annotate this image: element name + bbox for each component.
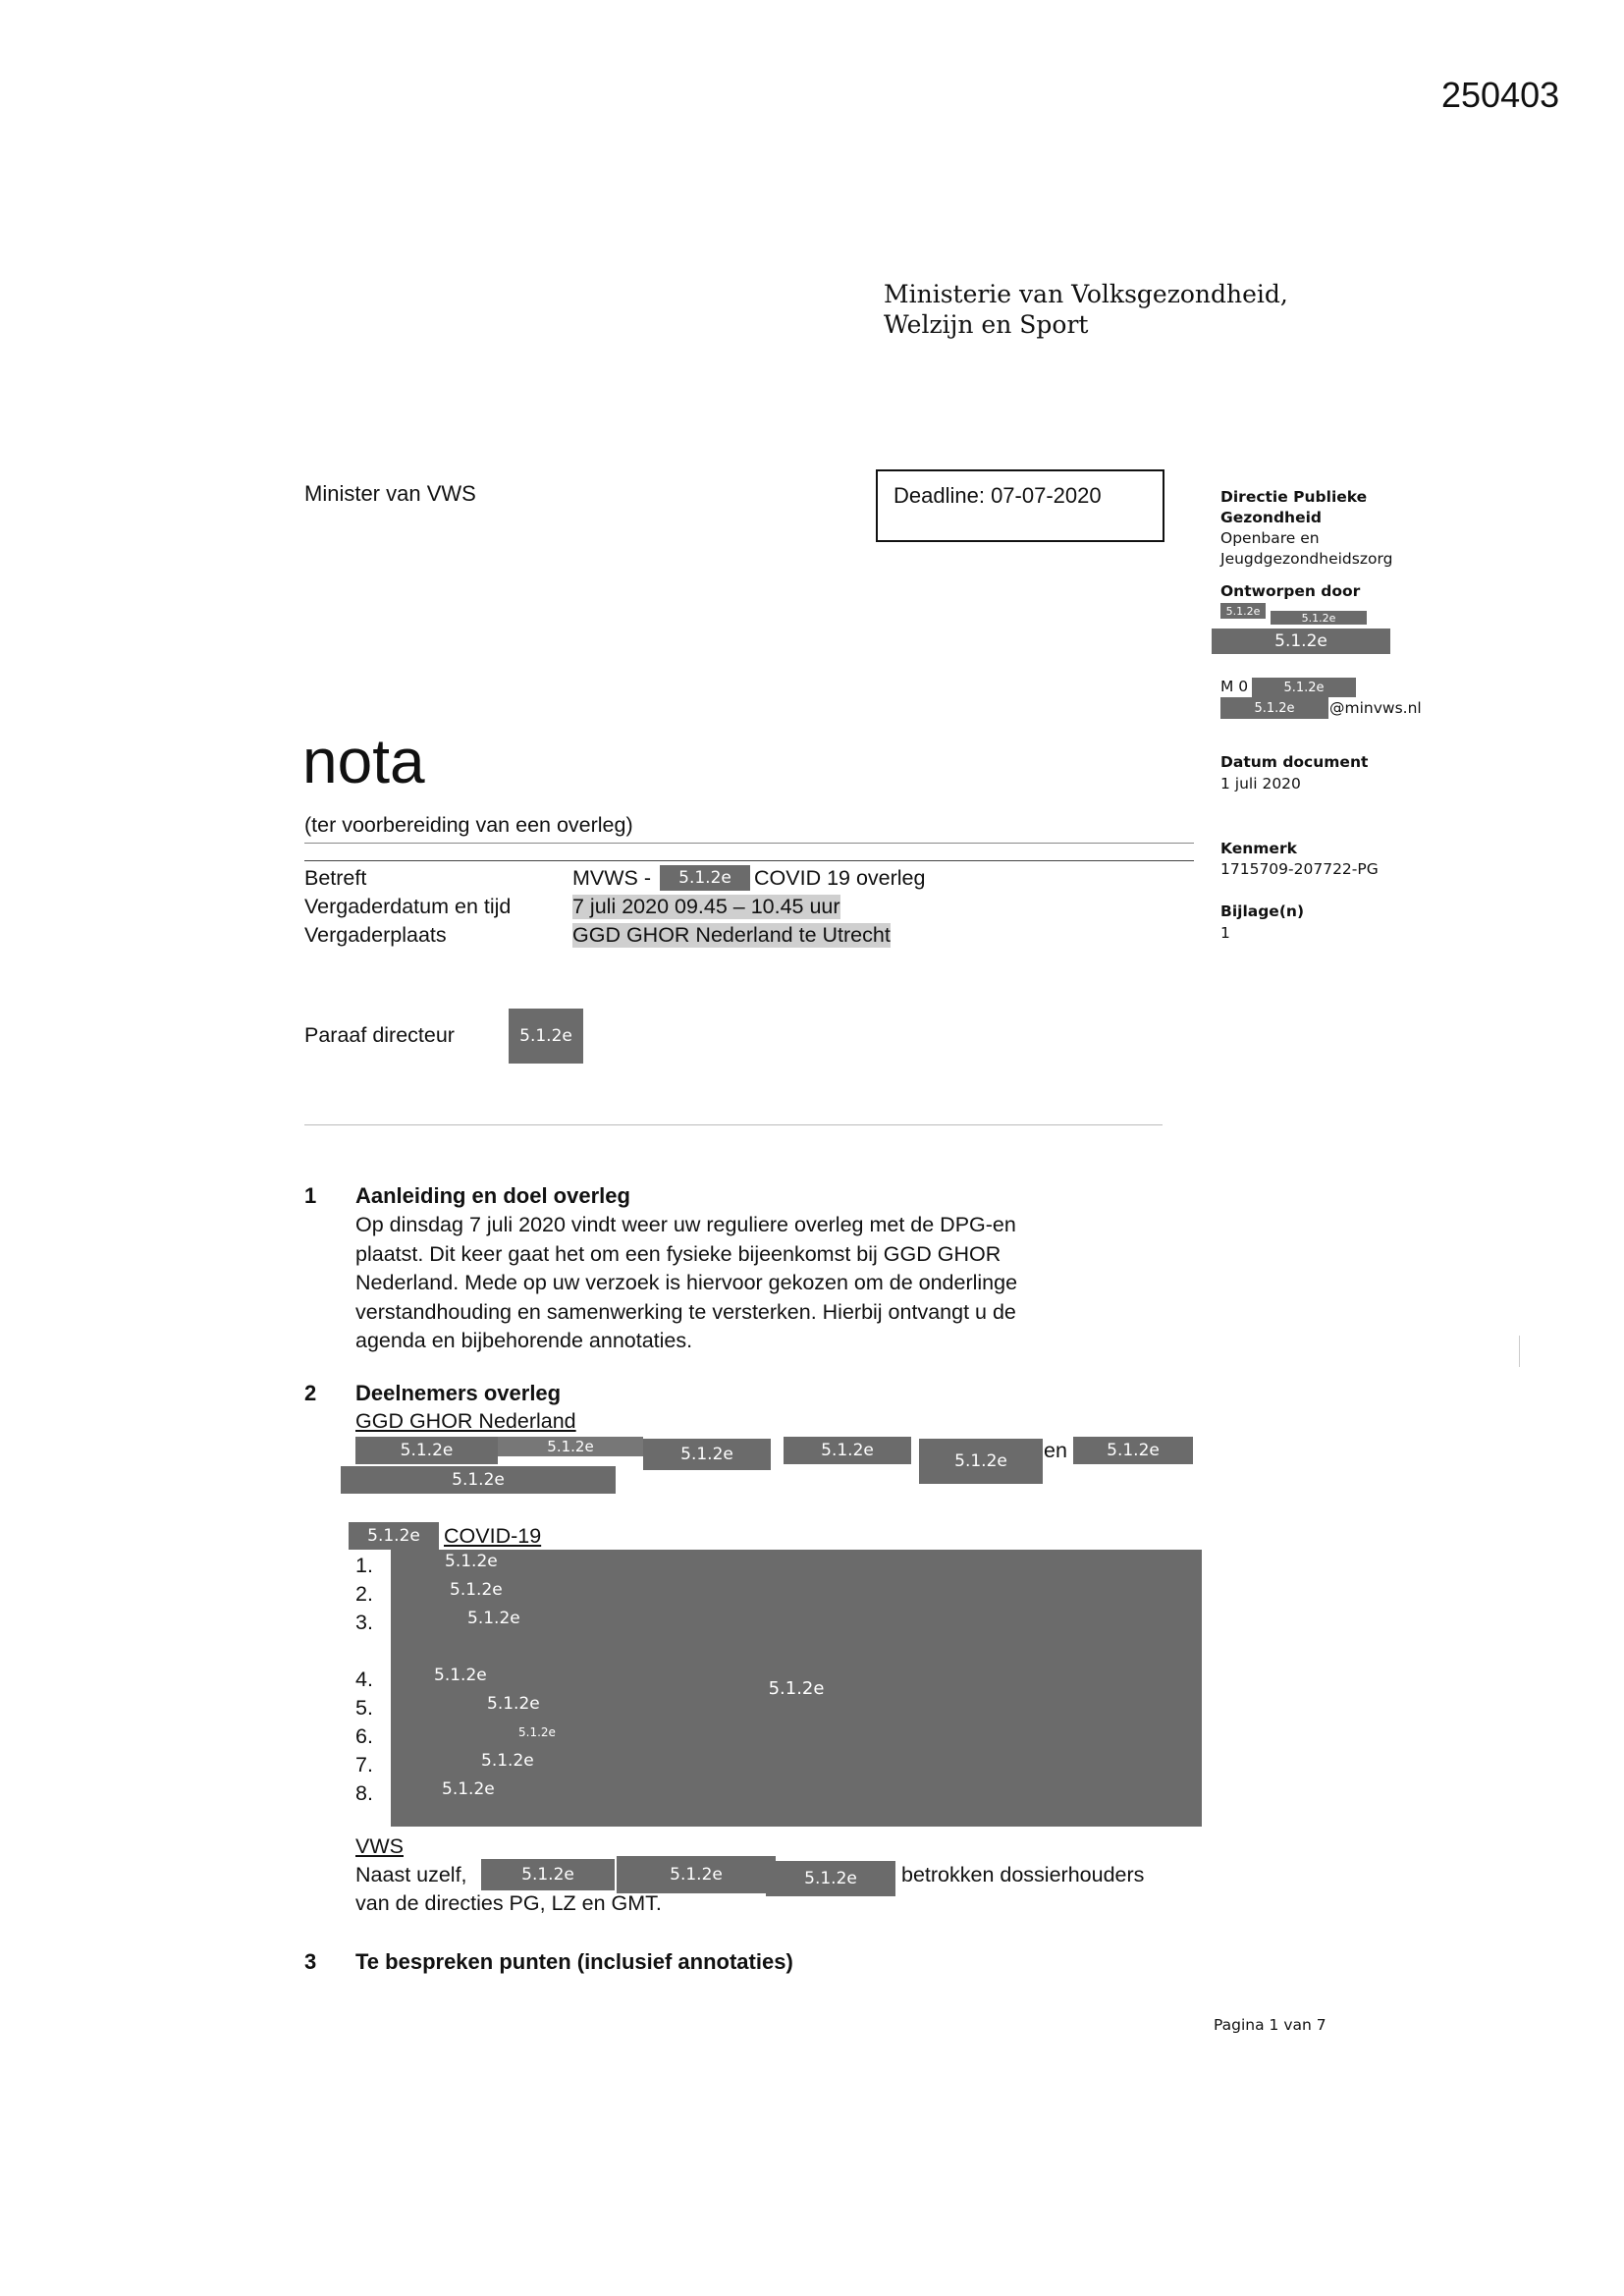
ministry-line-1: Ministerie van Volksgezondheid, [884,280,1288,308]
deadline-box: Deadline: 07-07-2020 [876,469,1164,542]
subject-prefix: MVWS - [572,866,652,890]
list-number: 2. [355,1582,373,1606]
redaction-box: 5.1.2e [355,1437,498,1464]
redaction-box: 5.1.2e [1271,611,1367,625]
redaction-box: 5.1.2e [919,1439,1043,1484]
redaction-code-label: 5.1.2e [445,1552,498,1571]
divider [304,843,1194,844]
place-value: GGD GHOR Nederland te Utrecht [572,923,891,947]
ministry-line-2: Welzijn en Sport [884,310,1089,339]
redaction-box: 5.1.2e [1252,678,1356,697]
redaction-box: 5.1.2e [1220,603,1266,619]
sidebar-department: Directie Publieke Gezondheid [1220,488,1368,526]
redaction-code-label: 5.1.2e [434,1666,487,1685]
section-3-title: Te bespreken punten (inclusief annotaties) [355,1949,793,1974]
redaction-box: 5.1.2e [1212,629,1390,654]
vws-heading: VWS [355,1834,404,1858]
ggd-heading: GGD GHOR Nederland [355,1409,576,1433]
divider [304,860,1194,861]
redaction-box: 5.1.2e [660,865,750,891]
redaction-code-label: 5.1.2e [442,1779,495,1799]
redaction-box: 5.1.2e [341,1466,616,1494]
page-id: 250403 [1441,75,1560,115]
list-number: 7. [355,1753,373,1777]
redaction-box: 5.1.2e [784,1437,911,1464]
redaction-box: 5.1.2e [1073,1437,1193,1464]
vws-line1-prefix: Naast uzelf, [355,1863,467,1886]
subject-suffix: COVID 19 overleg [754,866,926,890]
section-2-title: Deelnemers overleg [355,1381,562,1405]
sidebar-reference-value: 1715709-207722-PG [1220,860,1379,878]
redaction-box: 5.1.2e [481,1859,615,1890]
redaction-code-label: 5.1.2e [467,1609,520,1628]
list-number: 5. [355,1696,373,1720]
sidebar-attachments-label: Bijlage(n) [1220,902,1305,920]
list-number: 8. [355,1781,373,1805]
redaction-code-label: 5.1.2e [481,1751,534,1771]
document-type-title: nota [302,726,425,796]
sidebar-attachments-value: 1 [1220,924,1230,942]
vws-line2: van de directies PG, LZ en GMT. [355,1891,662,1915]
redaction-code-label: 5.1.2e [487,1694,540,1714]
section-1-number: 1 [304,1183,317,1208]
initials-redaction: 5.1.2e [509,1009,583,1064]
addressee: Minister van VWS [304,481,476,506]
sidebar-reference-label: Kenmerk [1220,840,1297,857]
divider [304,1124,1163,1125]
initials-label: Paraaf directeur [304,1023,455,1047]
list-number: 6. [355,1724,373,1748]
subject-label: Betreft [304,866,367,890]
section-2-number: 2 [304,1381,317,1405]
covid-list-redaction: 5.1.2e [391,1550,1202,1827]
redaction-box: 5.1.2e [349,1522,439,1550]
section-1-title: Aanleiding en doel overleg [355,1183,630,1208]
datetime-value: 7 juli 2020 09.45 – 10.45 uur [572,895,840,918]
scan-mark [1519,1336,1520,1367]
list-number: 4. [355,1667,373,1691]
section-1-body: Op dinsdag 7 juli 2020 vindt weer uw reguliere overleg met de DPG-en plaatst. Dit keer gaat het om een fysieke bijeenkomst bij GGD GHOR Nederland. Mede op uw verzoek is hiervoor gekozen om de onderlinge verstandhouding en samenwerking te versterken. Hierbij ontvangt u de agenda en bijbehorende annotaties. [355,1213,1018,1352]
redaction-code-label: 5.1.2e [518,1725,556,1739]
list-number: 3. [355,1611,373,1634]
place-label: Vergaderplaats [304,923,447,947]
redaction-code-label: 5.1.2e [450,1580,503,1600]
sidebar-date-label: Datum document [1220,753,1369,771]
section-3-number: 3 [304,1949,317,1974]
redaction-box: 5.1.2e [498,1437,643,1456]
datetime-label: Vergaderdatum en tijd [304,895,512,918]
sidebar-designed-by-label: Ontworpen door [1220,582,1361,600]
page-footer: Pagina 1 van 7 [1214,2016,1326,2034]
list-number: 1. [355,1554,373,1577]
covid-heading: COVID-19 [444,1524,542,1548]
sidebar-phone-prefix: M 0 [1220,678,1249,695]
vws-line1-suffix: betrokken dossierhouders [901,1863,1145,1886]
sidebar-unit: Openbare en Jeugdgezondheidszorg [1220,529,1393,568]
redaction-box: 5.1.2e [643,1439,771,1470]
en-word: en [1044,1439,1067,1462]
sidebar-email-suffix: @minvws.nl [1329,699,1422,717]
ministry-logo-text [884,279,1288,340]
redaction-box: 5.1.2e [617,1856,776,1893]
sidebar-date-value: 1 juli 2020 [1220,775,1301,793]
redaction-box: 5.1.2e [766,1861,895,1896]
document-subtitle: (ter voorbereiding van een overleg) [304,813,633,837]
redaction-box: 5.1.2e [1220,697,1328,719]
